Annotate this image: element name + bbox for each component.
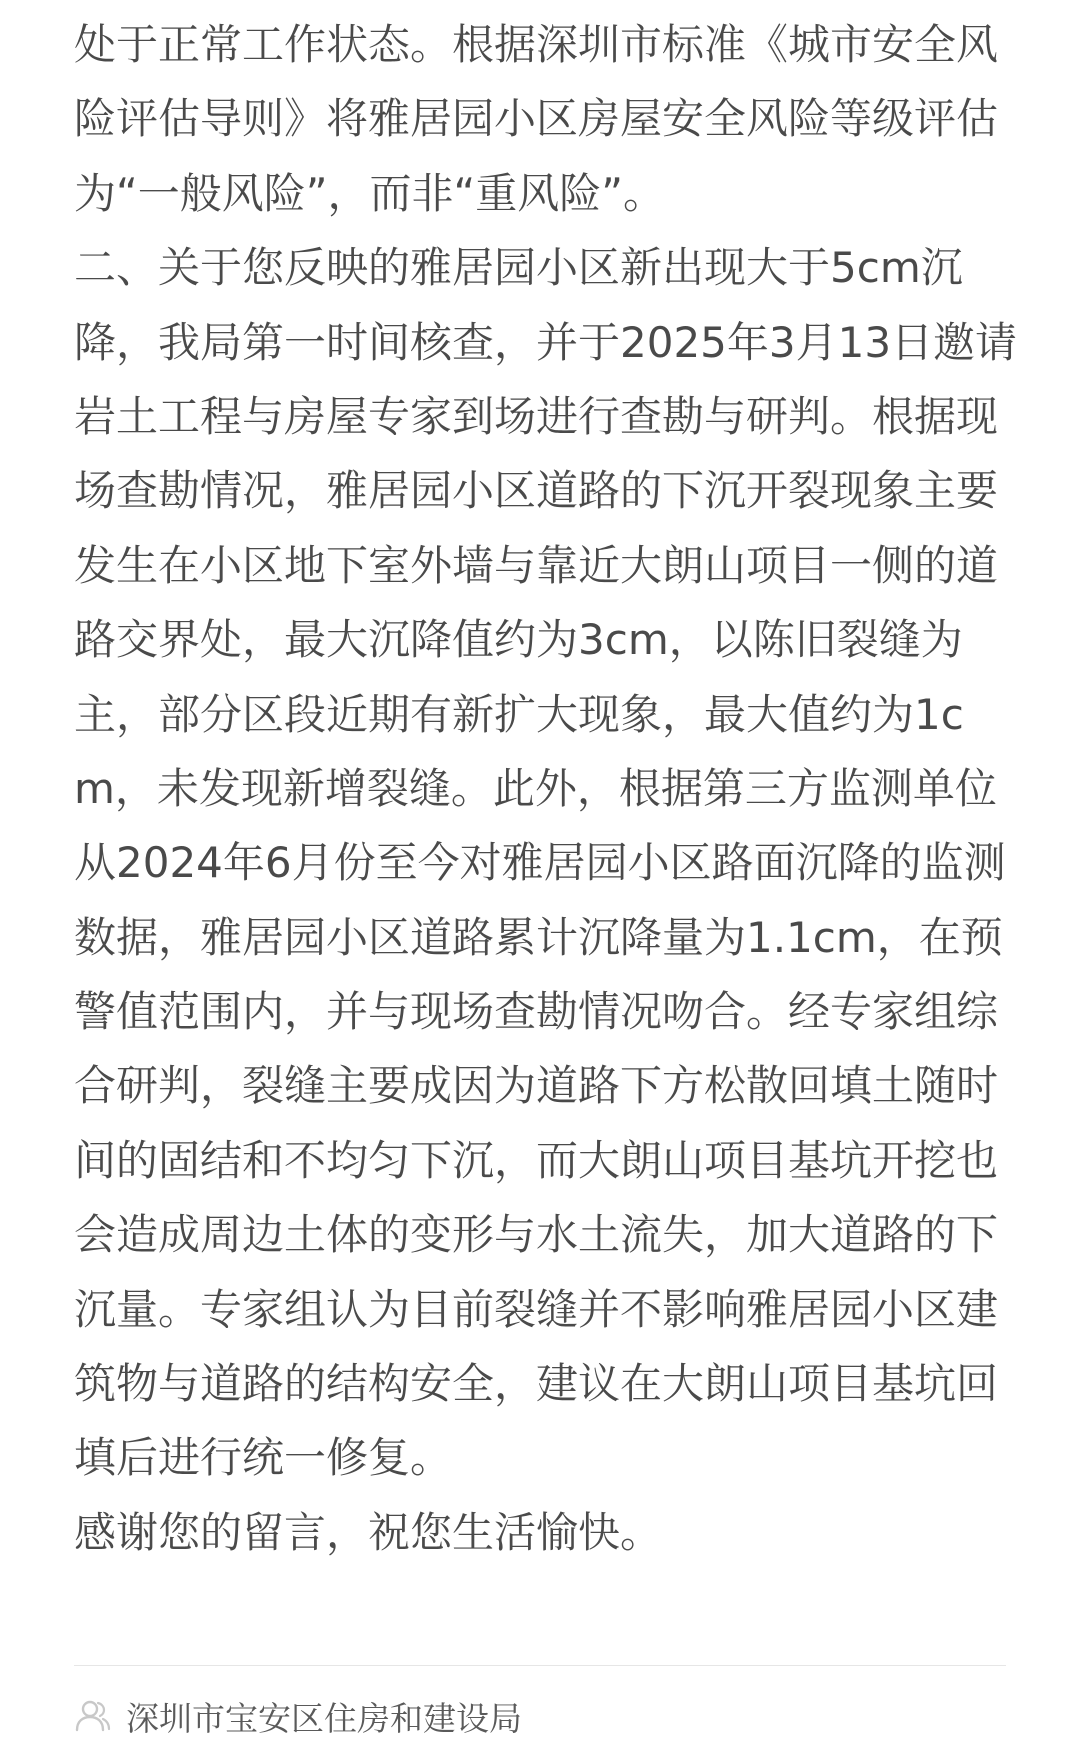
article-line: 险评估导则》将雅居园小区房屋安全风险等级评估 [74, 94, 999, 144]
article-line: 间的固结和不均匀下沉，而大朗山项目基坑开挖也 [74, 1135, 999, 1185]
footer-divider [74, 1665, 1006, 1666]
article-line: 为“一般风险”，而非“重风险”。 [74, 168, 666, 218]
article-line: 主，部分区段近期有新扩大现象，最大值约为1c [74, 689, 964, 739]
article-line: 感谢您的留言，祝您生活愉快。 [74, 1507, 663, 1557]
article-line: 数据，雅居园小区道路累计沉降量为1.1cm，在预 [74, 912, 1003, 962]
article-line: 填后进行统一修复。 [74, 1433, 453, 1483]
article-body [74, 8, 1018, 1570]
article-line: 降，我局第一时间核查，并于2025年3月13日邀请 [74, 317, 1018, 367]
article-line: 从2024年6月份至今对雅居园小区路面沉降的监测 [74, 838, 1006, 888]
article-line: 会造成周边土体的变形与水土流失，加大道路的下 [74, 1210, 999, 1260]
article-line: 二、关于您反映的雅居园小区新出现大于5cm沉 [74, 243, 963, 293]
user-outline-icon [74, 1697, 112, 1735]
author-link[interactable] [74, 1693, 522, 1739]
author-name: 深圳市宝安区住房和建设局 [126, 1698, 522, 1738]
article-line: 路交界处，最大沉降值约为3cm，以陈旧裂缝为 [74, 615, 963, 665]
article-line: 筑物与道路的结构安全，建议在大朗山项目基坑回 [74, 1359, 999, 1409]
article-line: 场查勘情况，雅居园小区道路的下沉开裂现象主要 [74, 466, 999, 516]
article-line: 处于正常工作状态。根据深圳市标准《城市安全风 [74, 20, 999, 69]
article-line: 发生在小区地下室外墙与靠近大朗山项目一侧的道 [74, 540, 999, 590]
article-line: 沉量。专家组认为目前裂缝并不影响雅居园小区建 [74, 1284, 999, 1334]
article-line: 岩土工程与房屋专家到场进行查勘与研判。根据现 [74, 391, 999, 441]
article-line: 警值范围内，并与现场查勘情况吻合。经专家组综 [74, 987, 999, 1037]
article-line: 合研判，裂缝主要成因为道路下方松散回填土随时 [74, 1061, 999, 1111]
article-line: m，未发现新增裂缝。此外，根据第三方监测单位 [74, 763, 997, 813]
